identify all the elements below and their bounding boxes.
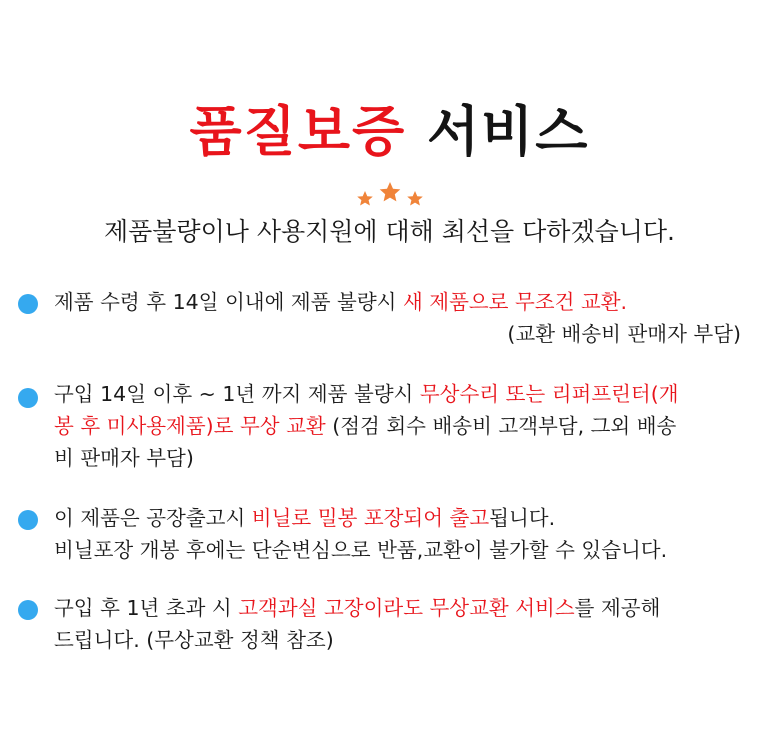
title-rest: 서비스: [406, 100, 590, 163]
star-center-icon: [380, 182, 401, 201]
title-highlight: 품질보증: [189, 100, 407, 163]
item-text: 이 제품은 공장출고시: [54, 506, 252, 530]
bullet-icon: [18, 294, 38, 314]
item-text: 비닐포장 개봉 후에는 단순변심으로 반품,교환이 불가할 수 있습니다.: [54, 538, 668, 562]
item-note: (교환 배송비 판매자 부담): [507, 322, 741, 346]
bullet-icon: [18, 388, 38, 408]
item-highlight: 무상수리 또는 리퍼프린터(개: [419, 382, 679, 406]
item-text: (점검 회수 배송비 고객부담, 그외 배송: [325, 414, 677, 438]
three-stars-icon: [355, 180, 425, 210]
item-text: 구입 14일 이후 ~ 1년 까지 제품 불량시: [54, 382, 420, 406]
item-highlight: 고객과실 고장이라도 무상교환 서비스: [238, 596, 575, 620]
item-text: 구입 후 1년 초과 시: [54, 596, 239, 620]
star-left-icon: [357, 191, 373, 206]
item-highlight: 새 제품으로 무조건 교환.: [402, 290, 628, 314]
page-title: [0, 100, 779, 164]
subtitle: 제품불량이나 사용지원에 대해 최선을 다하겠습니다.: [103, 217, 676, 246]
item-highlight: 봉 후 미사용제품)로 무상 교환: [54, 414, 326, 438]
star-right-icon: [407, 191, 423, 206]
item-text: 됩니다.: [489, 506, 556, 530]
item-text: 드립니다. (무상교환 정책 참조): [54, 628, 334, 652]
item-text: 제품 수령 후 14일 이내에 제품 불량시: [54, 290, 403, 314]
item-text: 를 제공해: [574, 596, 661, 620]
item-highlight: 비닐로 밀봉 포장되어 출고: [251, 506, 490, 530]
bullet-icon: [18, 510, 38, 530]
bullet-icon: [18, 600, 38, 620]
item-text: 비 판매자 부담): [54, 446, 194, 470]
